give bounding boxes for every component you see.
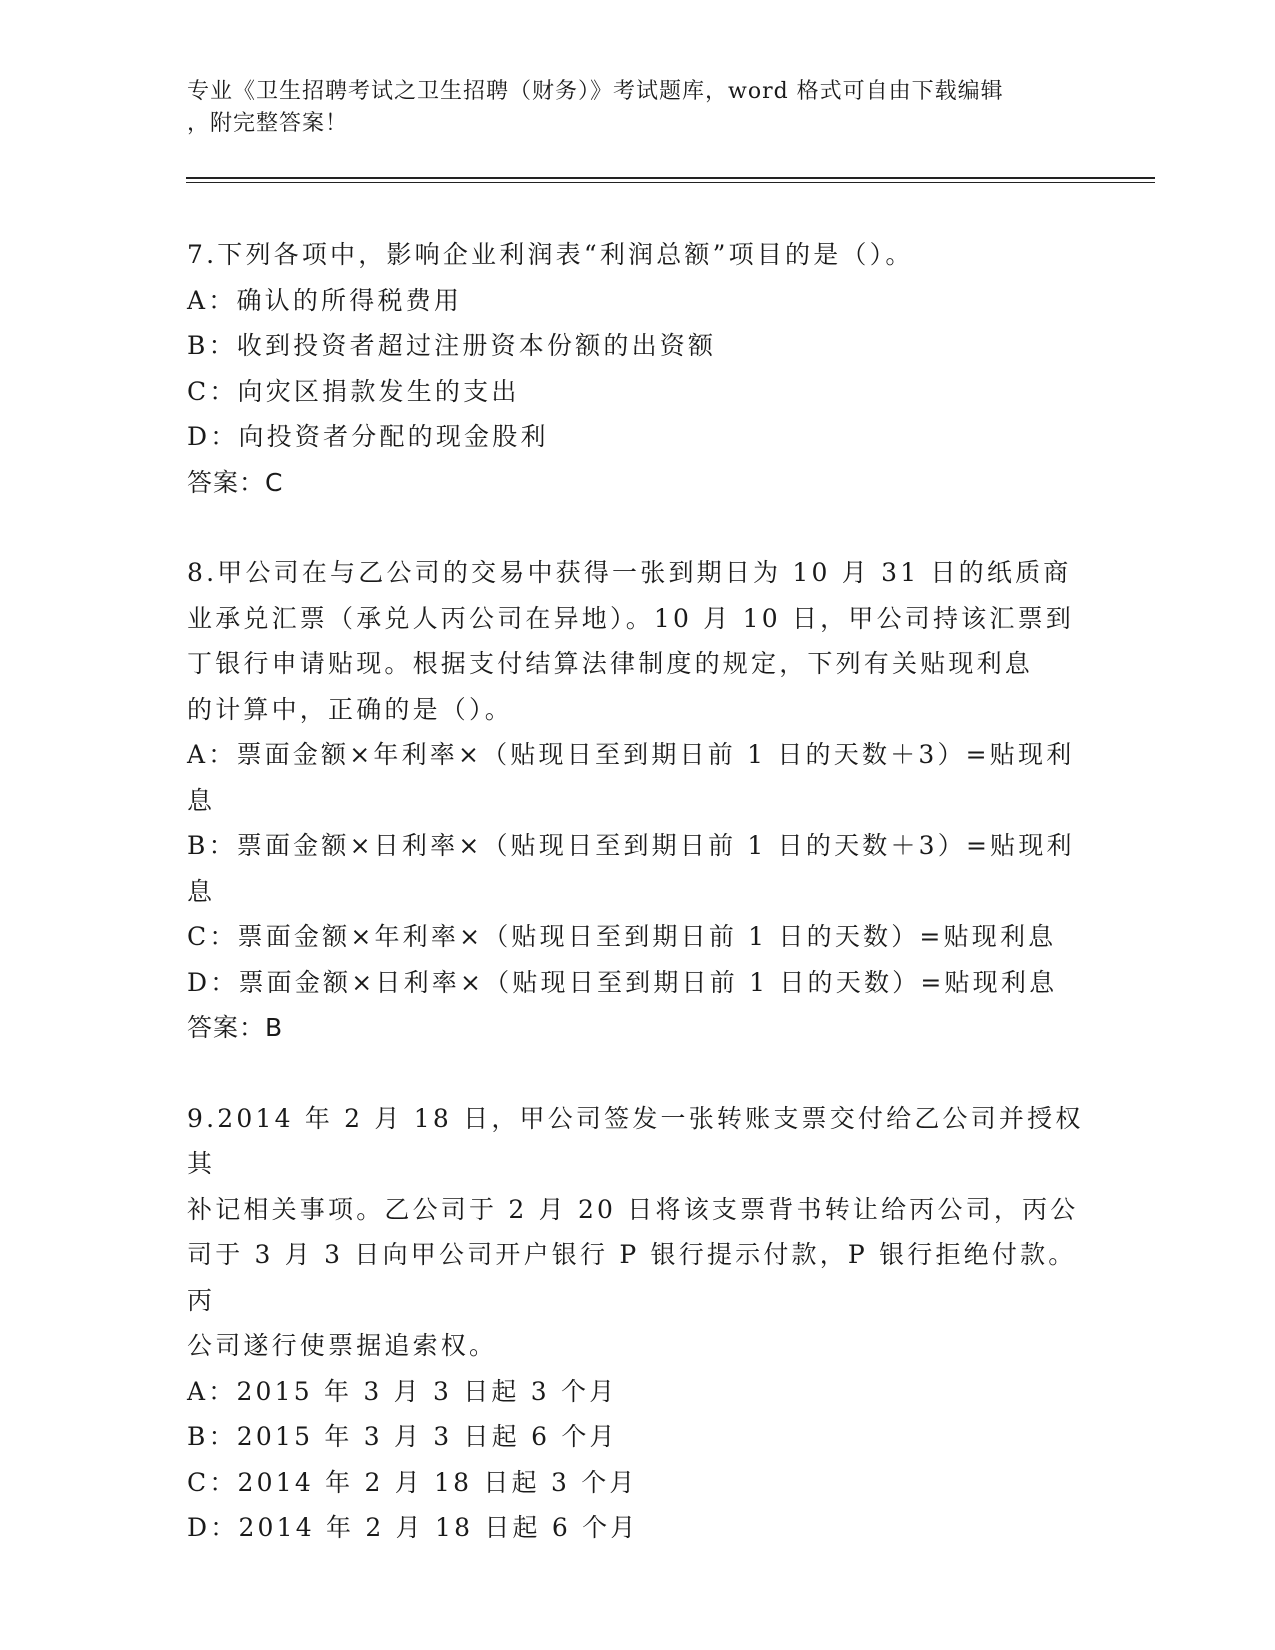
- option-d: D：2014 年 2 月 18 日起 6 个月: [187, 1513, 639, 1542]
- question-spacer: [187, 505, 1087, 550]
- option-c: C：票面金额×年利率×（贴现日至到期日前 1 日的天数）=贴现利息: [187, 922, 1057, 951]
- question-8: [187, 550, 1087, 1051]
- option-b: B：收到投资者超过注册资本份额的出资额: [187, 331, 717, 360]
- option-d: D：向投资者分配的现金股利: [187, 422, 549, 451]
- question-9: [187, 1096, 1087, 1551]
- option-b: B：票面金额×日利率×（贴现日至到期日前 1 日的天数＋3）=贴现利: [187, 831, 1075, 860]
- answer-line: 答案：C: [187, 467, 284, 497]
- question-stem: 丁银行申请贴现。根据支付结算法律制度的规定，下列有关贴现利息: [187, 649, 1034, 678]
- option-b: B：2015 年 3 月 3 日起 6 个月: [187, 1422, 618, 1451]
- option-a: A：2015 年 3 月 3 日起 3 个月: [187, 1376, 618, 1406]
- question-spacer: [187, 1051, 1087, 1096]
- question-stem: 8.甲公司在与乙公司的交易中获得一张到期日为 10 月 31 日的纸质商: [187, 558, 1072, 587]
- question-stem: 公司遂行使票据追索权。: [187, 1331, 498, 1360]
- option-a-continued: 息: [187, 785, 216, 815]
- option-c: C：向灾区捐款发生的支出: [187, 376, 520, 406]
- question-stem: 补记相关事项。乙公司于 2 月 20 日将该支票背书转让给丙公司，丙公: [187, 1194, 1079, 1224]
- question-stem: 的计算中，正确的是（）。: [187, 694, 513, 724]
- option-c: C：2014 年 2 月 18 日起 3 个月: [187, 1467, 638, 1497]
- option-a: A：确认的所得税费用: [187, 285, 463, 315]
- option-d: D：票面金额×日利率×（贴现日至到期日前 1 日的天数）=贴现利息: [187, 967, 1058, 997]
- question-stem: 司于 3 月 3 日向甲公司开户银行 P 银行提示付款，P 银行拒绝付款。丙: [187, 1240, 1077, 1315]
- header-divider: [186, 177, 1155, 183]
- question-7: [187, 232, 1087, 505]
- option-b-continued: 息: [187, 876, 216, 906]
- option-a: A：票面金额×年利率×（贴现日至到期日前 1 日的天数＋3）=贴现利: [187, 740, 1075, 769]
- question-stem: 9.2014 年 2 月 18 日，甲公司签发一张转账支票交付给乙公司并授权其: [187, 1103, 1084, 1178]
- question-list: [187, 232, 1087, 1551]
- document-header: [187, 76, 1087, 140]
- question-stem: 7.下列各项中，影响企业利润表“利润总额”项目的是（）。: [187, 240, 914, 269]
- question-stem: 业承兑汇票（承兑人丙公司在异地）。10 月 10 日，甲公司持该汇票到: [187, 603, 1074, 633]
- answer-line: 答案：B: [187, 1013, 284, 1042]
- header-line-1: 专业《卫生招聘考试之卫生招聘（财务）》考试题库，word 格式可自由下载编辑: [187, 79, 1004, 104]
- header-line-2: ，附完整答案！: [187, 111, 349, 136]
